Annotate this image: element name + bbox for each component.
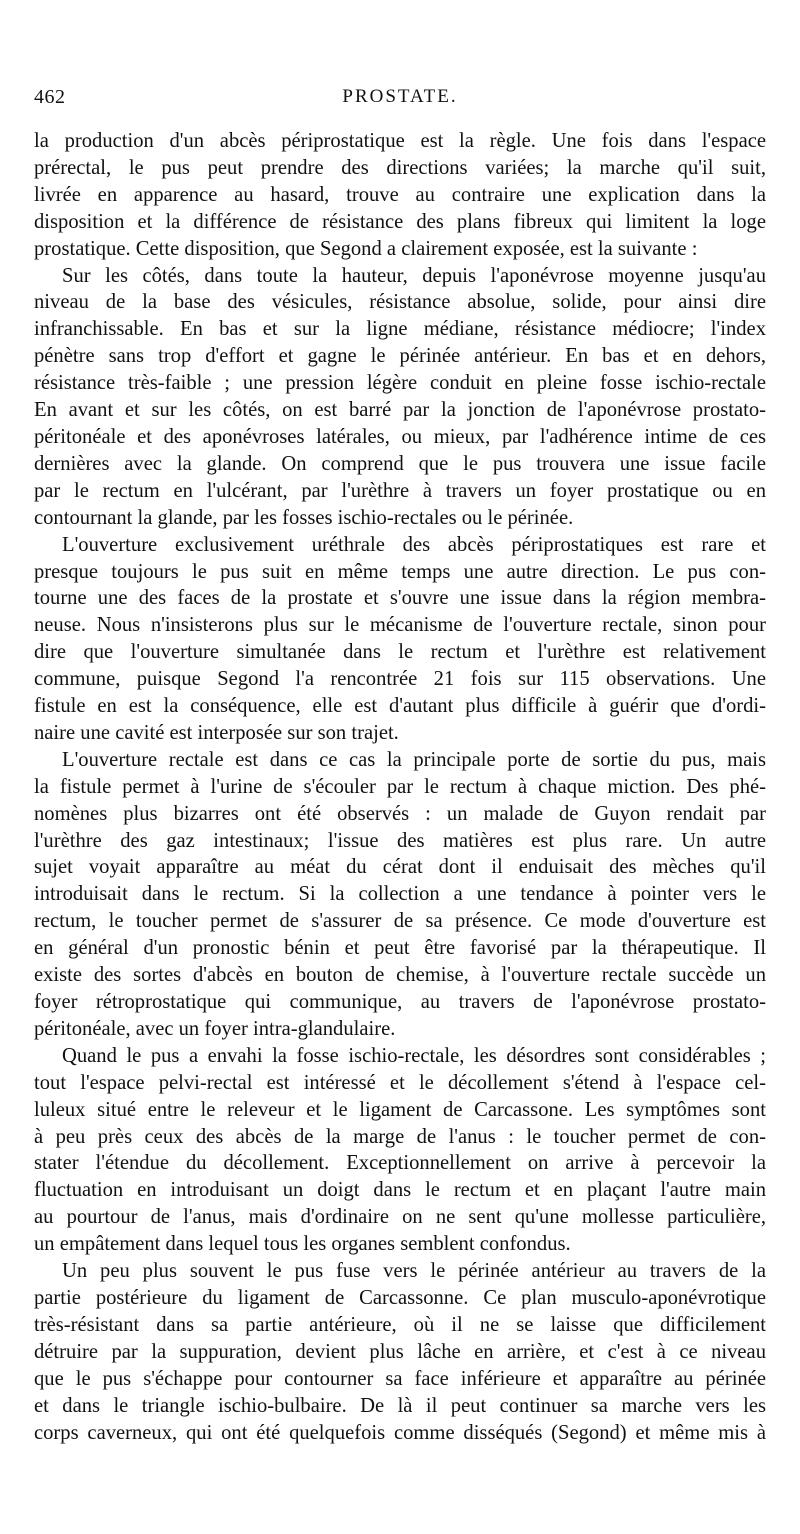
text-line: rectum, le toucher permet de s'assurer de sa présence. Ce mode d'ouverture est [34,910,766,933]
text-line: commune, puisque Segond l'a rencontrée 21 fois sur 115 observations. Une [34,668,766,691]
footer-scan-artifact [34,1494,434,1500]
text-line: corps caverneux, qui ont été quelquefois comme disséqués (Segond) et même mis à [34,1421,766,1444]
text-line: infranchissable. En bas et sur la ligne médiane, résistance médiocre; l'index [34,318,766,341]
text-line: partie postérieure du ligament de Carcassonne. Ce plan musculo-aponévrotique [34,1286,766,1309]
text-line: L'ouverture exclusivement uréthrale des abcès périprostatiques est rare et [62,533,766,556]
text-line: que le pus s'échappe pour contourner sa face inférieure et apparaître au périnée [34,1367,766,1390]
text-line: prérectal, le pus peut prendre des directions variées; la marche qu'il suit, [34,156,766,179]
text-line: En avant et sur les côtés, on est barré par la jonction de l'aponévrose prostato- [34,399,766,422]
text-line: Sur les côtés, dans toute la hauteur, depuis l'aponévrose moyenne jusqu'au [62,264,766,287]
text-line: dire que l'ouverture simultanée dans le rectum et l'urèthre est relativement [34,641,766,664]
text-line: tout l'espace pelvi-rectal est intéressé et le décollement s'étend à l'espace cel- [34,1071,766,1094]
text-line: la production d'un abcès périprostatique est la règle. Une fois dans l'espace [34,130,766,152]
text-line: introduisait dans le rectum. Si la collection a une tendance à pointer vers le [34,883,766,906]
text-line: dernières avec la glande. On comprend que le pus trouvera une issue facile [34,452,766,475]
text-line: par le rectum en l'ulcérant, par l'urèthre à travers un foyer prostatique ou en [34,479,766,502]
text-line: neuse. Nous n'insisterons plus sur le mécanisme de l'ouverture rectale, sinon pour [34,614,766,637]
text-line: péritonéale et des aponévroses latérales, ou mieux, par l'adhérence intime de ces [34,425,766,448]
page-header [34,86,766,120]
text-line: prostatique. Cette disposition, que Segond a clairement exposée, est la suivante : [34,237,698,260]
text-line: sujet voyait apparaître au méat du cérat dont il enduisait des mèches qu'il [34,856,766,879]
text-line: livrée en apparence au hasard, trouve au contraire une explication dans la [34,183,766,206]
text-line: L'ouverture rectale est dans ce cas la principale porte de sortie du pus, mais [62,748,766,771]
text-line: très-résistant dans sa partie antérieure, où il ne se laisse que difficilement [34,1313,766,1336]
text-line: péritonéale, avec un foyer intra-glandulaire. [34,1017,396,1040]
text-line: et dans le triangle ischio-bulbaire. De là il peut continuer sa marche vers les [34,1394,766,1417]
text-line: un empâtement dans lequel tous les organes semblent confondus. [34,1233,571,1256]
text-line: nomènes plus bizarres ont été observés : un malade de Guyon rendait par [34,802,766,825]
text-line: stater l'étendue du décollement. Exceptionnellement on arrive à percevoir la [34,1152,766,1175]
page-number: 462 [34,86,66,108]
text-line: à peu près ceux des abcès de la marge de l'anus : le toucher permet de con- [34,1125,766,1148]
text-line: disposition et la différence de résistance des plans fibreux qui limitent la loge [34,210,766,233]
text-line: luleux situé entre le releveur et le ligament de Carcassone. Les symptômes sont [34,1098,766,1121]
text-line: tourne une des faces de la prostate et s'ouvre une issue dans la région membra- [34,587,766,610]
text-line: résistance très-faible ; une pression légère conduit en pleine fosse ischio-rectale [34,372,766,395]
text-line: niveau de la base des vésicules, résistance absolue, solide, pour ainsi dire [34,291,766,314]
text-line: existe des sortes d'abcès en bouton de chemise, à l'ouverture rectale succède un [34,964,766,987]
text-line: la fistule permet à l'urine de s'écouler par le rectum à chaque miction. Des phé- [34,775,766,798]
text-line: foyer rétroprostatique qui communique, au travers de l'aponévrose prostato- [34,991,766,1013]
text-line: fluctuation en introduisant un doigt dans le rectum et en plaçant l'autre main [34,1179,766,1202]
text-line: en général d'un pronostic bénin et peut être favorisé par la thérapeutique. Il [34,937,766,960]
text-line: détruire par la suppuration, devient plus lâche en arrière, et c'est à ce niveau [34,1340,766,1363]
body-text [34,128,766,1446]
text-line: presque toujours le pus suit en même temps une autre direction. Le pus con- [34,560,766,583]
text-line: l'urèthre des gaz intestinaux; l'issue des matières est plus rare. Un autre [34,829,766,852]
text-line: Un peu plus souvent le pus fuse vers le périnée antérieur au travers de la [62,1260,766,1283]
text-line: pénètre sans trop d'effort et gagne le périnée antérieur. En bas et en dehors, [34,345,766,368]
text-line: fistule en est la conséquence, elle est d'autant plus difficile à guérir que d'ordi- [34,695,766,718]
text-line: contournant la glande, par les fosses ischio-rectales ou le périnée. [34,506,574,529]
running-title: PROSTATE. [342,86,458,107]
text-line: au pourtour de l'anus, mais d'ordinaire on ne sent qu'une mollesse particulière, [34,1206,766,1229]
text-line: Quand le pus a envahi la fosse ischio-rectale, les désordres sont considérables ; [62,1044,766,1067]
text-line: naire une cavité est interposée sur son trajet. [34,721,399,744]
